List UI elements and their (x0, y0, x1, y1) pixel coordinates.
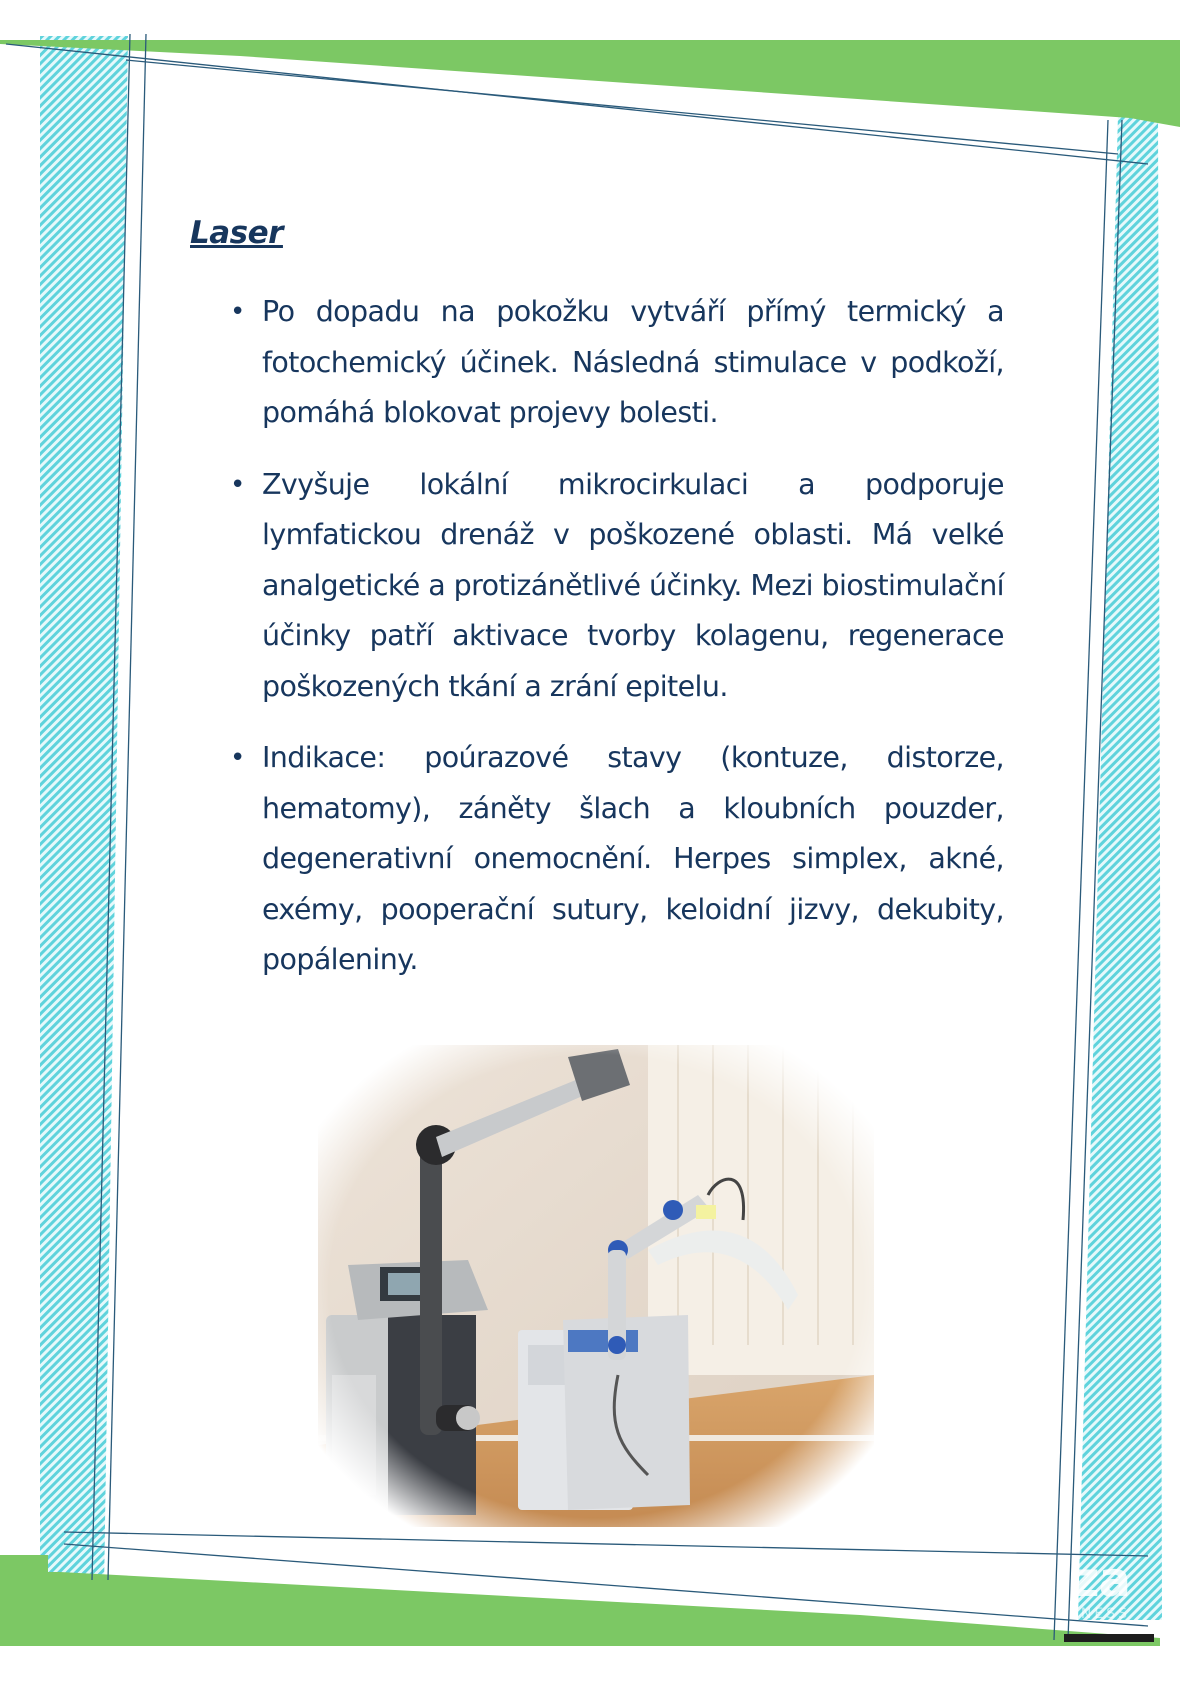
laser-devices-photo (318, 1045, 874, 1527)
bullet-icon: • (230, 469, 246, 500)
section-heading: Laser (190, 215, 283, 251)
bullet-icon: • (230, 297, 246, 327)
bottom-left-green-tab (0, 1555, 48, 1640)
top-green-band (0, 40, 1180, 127)
bullet-icon: • (230, 743, 246, 773)
watermark-logo (848, 1552, 1138, 1622)
bullet-text: Indikace: poúrazové stavy (kontuze, distorze, hematomy), záněty šlach a kloubních pouzder, degenerativní onemocnění. Herpes simplex, akné, exémy, pooperační sutury, keloidní jizvy, dekubity, popáleniny. (262, 741, 1004, 976)
list-item (226, 287, 1004, 439)
list-item (226, 733, 1004, 986)
watermark-logo-text: za (1071, 1552, 1130, 1608)
right-teal-stripe (1078, 115, 1162, 1620)
left-teal-stripe (40, 36, 128, 1590)
bullet-text: Zvyšuje lokální mikrocirkulaci a podporuje lymfatickou drenáž v poškozené oblasti. Má velké analgetické a protizánětlivé účinky. Mezi biostimulační účinky patří aktivace tvorby kolagenu, regenerace poškozených tkání a zrání epitelu. (262, 467, 1004, 703)
bullet-list (226, 287, 1004, 1007)
bullet-text: Po dopadu na pokožku vytváří přímý termický a fotochemický účinek. Následná stimulace v podkoží, pomáhá blokovat projevy bolesti. (262, 295, 1004, 429)
watermark-tagline: INESS (1073, 1606, 1130, 1622)
list-item (226, 460, 1004, 713)
bottom-right-dark-bar (1064, 1634, 1154, 1642)
